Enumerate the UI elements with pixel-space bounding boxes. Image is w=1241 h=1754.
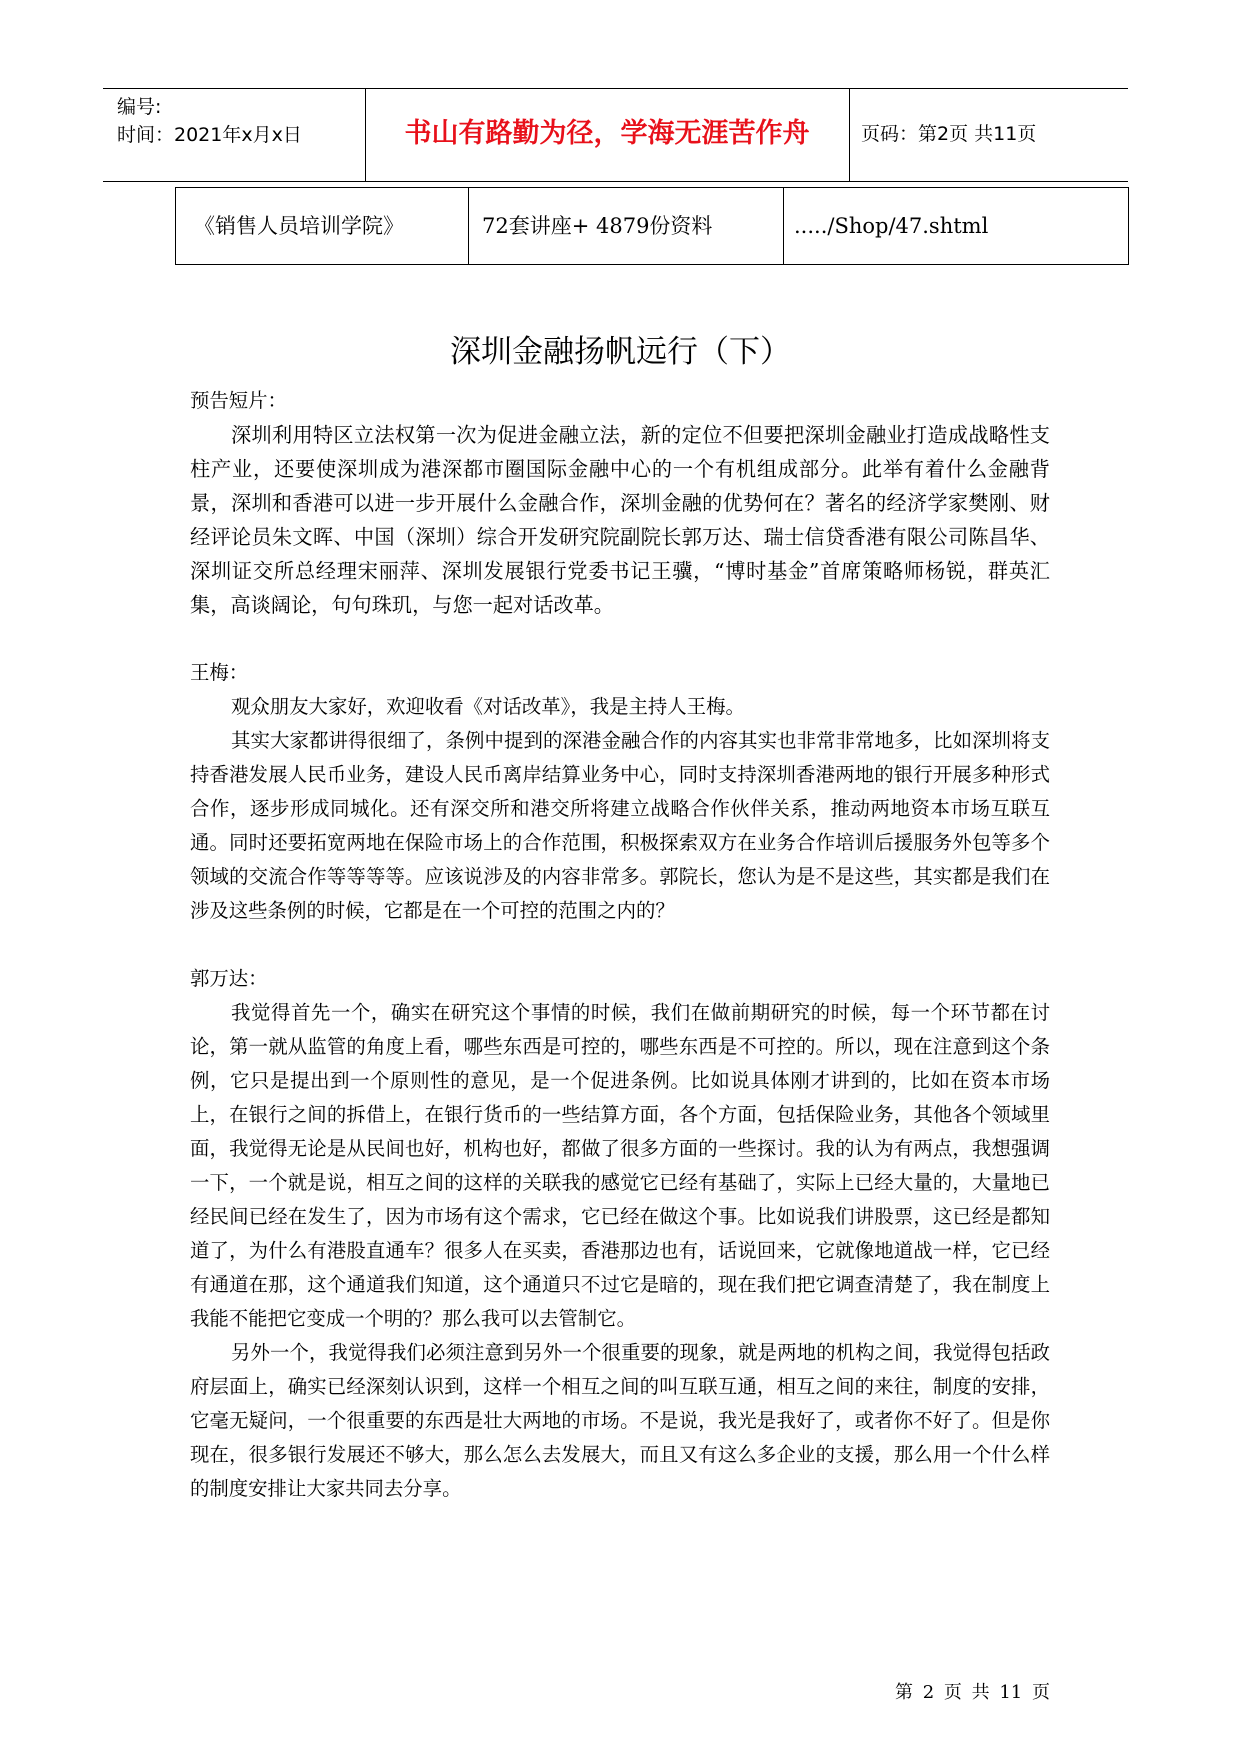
header-page-label: 页码：第2页 共11页 <box>861 123 1037 145</box>
page-header <box>103 88 1128 182</box>
paragraph: 我觉得首先一个，确实在研究这个事情的时候，我们在做前期研究的时候，每一个环节都在讨论，第一就从监管的角度上看，哪些东西是可控的，哪些东西是不可控的。所以，现在注意到这个条例，它只是提出到一个原则性的意见，是一个促进条例。比如说具体刚才讲到的，比如在资本市场上，在银行之间的拆借上，在银行货币的一些结算方面，各个方面，包括保险业务，其他各个领域里面，我觉得无论是从民间也好，机构也好，都做了很多方面的一些探讨。我的认为有两点，我想强调一下，一个就是说，相互之间的这样的关联我的感觉它已经有基础了，实际上已经大量的，大量地已经民间已经在发生了，因为市场有这个需求，它已经在做这个事。比如说我们讲股票，这已经是都知道了，为什么有港股直通车？很多人在买卖，香港那边也有，话说回来，它就像地道战一样，它已经有通道在那，这个通道我们知道，这个通道只不过它是暗的，现在我们把它调查清楚了，我在制度上我能不能把它变成一个明的？那么我可以去管制它。 <box>190 1001 1050 1330</box>
document-body <box>190 384 1050 1506</box>
page-footer: 第 2 页 共 11 页 <box>895 1682 1050 1703</box>
ref-cell-count: 72套讲座+ 4879份资料 <box>482 214 713 238</box>
time-label: 时间：2021年x月x日 <box>117 124 302 146</box>
ref-cell-title: 《销售人员培训学院》 <box>194 214 404 238</box>
header-motto: 书山有路勤为径，学海无涯苦作舟 <box>404 118 810 149</box>
ref-divider <box>468 188 469 264</box>
paragraph: 其实大家都讲得很细了，条例中提到的深港金融合作的内容其实也非常非常地多，比如深圳将支持香港发展人民币业务，建设人民币离岸结算业务中心，同时支持深圳香港两地的银行开展多种形式合作，逐步形成同城化。还有深交所和港交所将建立战略合作伙伴关系，推动两地资本市场互联互通。同时还要拓宽两地在保险市场上的合作范围，积极探索双方在业务合作培训后援服务外包等多个领域的交流合作等等等等。应该说涉及的内容非常多。郭院长，您认为是不是这些，其实都是我们在涉及这些条例的时候，它都是在一个可控的范围之内的？ <box>190 729 1050 922</box>
header-divider <box>849 89 850 181</box>
paragraph: 观众朋友大家好，欢迎收看《对话改革》，我是主持人王梅。 <box>231 695 745 718</box>
reference-table <box>175 187 1129 265</box>
ref-cell-link[interactable]: ...../Shop/47.shtml <box>794 214 989 238</box>
ref-divider <box>783 188 784 264</box>
preview-label: 预告短片： <box>190 389 287 412</box>
speaker-label: 郭万达： <box>190 967 268 990</box>
speaker-label: 王梅： <box>190 661 249 684</box>
number-label: 编号: <box>117 96 162 118</box>
header-info <box>117 93 302 149</box>
paragraph: 另外一个，我觉得我们必须注意到另外一个很重要的现象，就是两地的机构之间，我觉得包括政府层面上，确实已经深刻认识到，这样一个相互之间的叫互联互通，相互之间的来往，制度的安排，它毫无疑问，一个很重要的东西是壮大两地的市场。不是说，我光是我好了，或者你不好了。但是你现在，很多银行发展还不够大，那么怎么去发展大，而且又有这么多企业的支援，那么用一个什么样的制度安排让大家共同去分享。 <box>190 1341 1050 1500</box>
document-title: 深圳金融扬帆远行（下） <box>450 334 791 370</box>
preview-paragraph: 深圳利用特区立法权第一次为促进金融立法，新的定位不但要把深圳金融业打造成战略性支柱产业，还要使深圳成为港深都市圈国际金融中心的一个有机组成部分。此举有着什么金融背景，深圳和香港可以进一步开展什么金融合作，深圳金融的优势何在？著名的经济学家樊刚、财经评论员朱文晖、中国（深圳）综合开发研究院副院长郭万达、瑞士信贷香港有限公司陈昌华、深圳证交所总经理宋丽萍、深圳发展银行党委书记王骥，“博时基金”首席策略师杨锐，群英汇集，高谈阔论，句句珠玑，与您一起对话改革。 <box>190 423 1050 617</box>
